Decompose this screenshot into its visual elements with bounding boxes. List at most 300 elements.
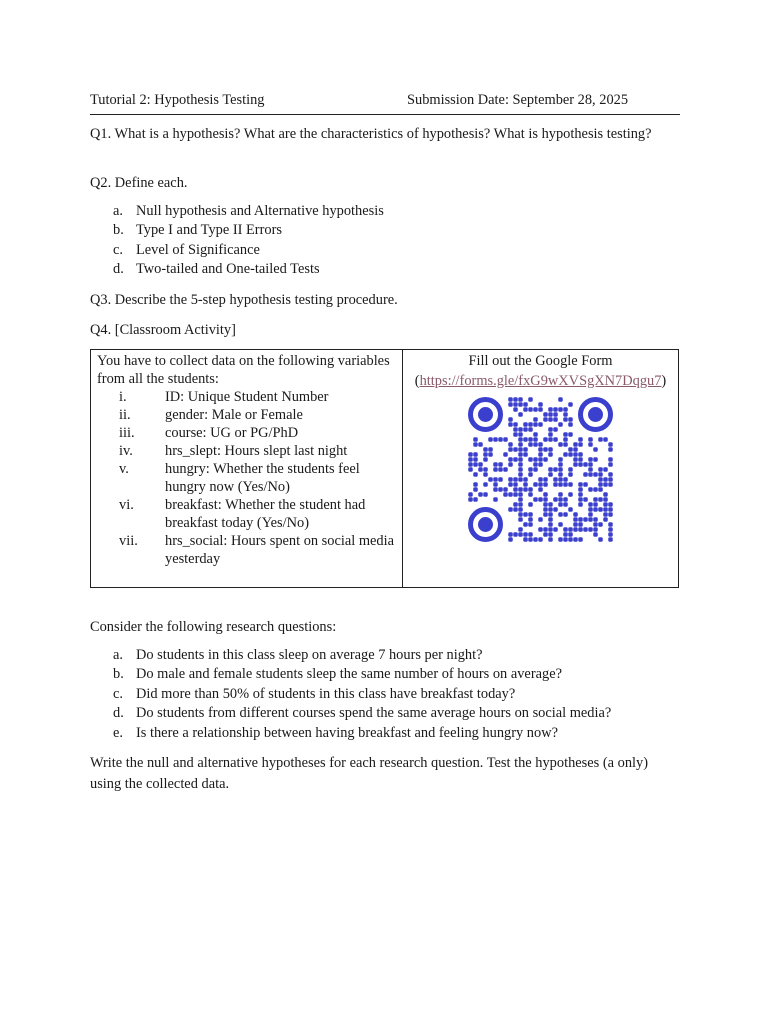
qr-module bbox=[603, 502, 608, 507]
qr-module bbox=[568, 492, 573, 497]
list-item bbox=[90, 241, 680, 260]
qr-module bbox=[573, 517, 578, 522]
qr-module bbox=[573, 447, 578, 452]
qr-module bbox=[518, 447, 523, 452]
list-marker: a. bbox=[113, 203, 123, 219]
qr-module bbox=[573, 527, 578, 532]
qr-module bbox=[578, 492, 583, 497]
qr-module bbox=[528, 487, 533, 492]
qr-module bbox=[508, 422, 513, 427]
qr-module bbox=[493, 467, 498, 472]
qr-module bbox=[568, 532, 573, 537]
qr-module bbox=[493, 477, 498, 482]
qr-module bbox=[478, 462, 483, 467]
qr-module bbox=[468, 457, 473, 462]
qr-module bbox=[498, 477, 503, 482]
question-1: Q1. What is a hypothesis? What are the characteristics of hypothesis? What is hypothesis testing? bbox=[90, 126, 652, 142]
qr-module bbox=[573, 537, 578, 542]
qr-module bbox=[528, 472, 533, 477]
qr-module bbox=[558, 512, 563, 517]
qr-module bbox=[543, 527, 548, 532]
qr-module bbox=[518, 462, 523, 467]
qr-module bbox=[548, 437, 553, 442]
qr-module bbox=[543, 417, 548, 422]
qr-module bbox=[568, 537, 573, 542]
qr-module bbox=[518, 527, 523, 532]
qr-module bbox=[578, 522, 583, 527]
qr-module bbox=[533, 457, 538, 462]
qr-module bbox=[563, 512, 568, 517]
qr-module bbox=[588, 437, 593, 442]
variable-text: hrs_social: Hours spent on social media yesterday bbox=[165, 533, 395, 567]
qr-module bbox=[578, 442, 583, 447]
qr-module bbox=[558, 407, 563, 412]
qr-module bbox=[583, 527, 588, 532]
qr-module bbox=[563, 537, 568, 542]
qr-module bbox=[513, 502, 518, 507]
qr-module bbox=[518, 517, 523, 522]
qr-module bbox=[473, 462, 478, 467]
qr-module bbox=[568, 527, 573, 532]
qr-module bbox=[538, 442, 543, 447]
qr-module bbox=[513, 397, 518, 402]
qr-module bbox=[538, 407, 543, 412]
qr-module bbox=[543, 482, 548, 487]
qr-module bbox=[518, 532, 523, 537]
qr-module bbox=[573, 522, 578, 527]
qr-module bbox=[523, 452, 528, 457]
qr-finder-dot bbox=[478, 407, 493, 422]
qr-module bbox=[538, 477, 543, 482]
qr-module bbox=[533, 462, 538, 467]
qr-module bbox=[558, 397, 563, 402]
qr-module bbox=[568, 482, 573, 487]
qr-module bbox=[538, 402, 543, 407]
qr-module bbox=[493, 497, 498, 502]
qr-module bbox=[543, 532, 548, 537]
qr-module bbox=[578, 502, 583, 507]
qr-module bbox=[593, 457, 598, 462]
activity-table bbox=[90, 349, 679, 588]
qr-module bbox=[593, 507, 598, 512]
qr-module bbox=[483, 492, 488, 497]
qr-module bbox=[498, 437, 503, 442]
qr-module bbox=[513, 507, 518, 512]
qr-module bbox=[563, 412, 568, 417]
qr-module bbox=[508, 417, 513, 422]
qr-module bbox=[573, 457, 578, 462]
qr-module bbox=[518, 512, 523, 517]
qr-module bbox=[518, 397, 523, 402]
qr-module bbox=[563, 497, 568, 502]
qr-module bbox=[548, 447, 553, 452]
question-2-prompt: Q2. Define each. bbox=[90, 175, 188, 191]
qr-module bbox=[538, 452, 543, 457]
qr-module bbox=[513, 487, 518, 492]
variables-list bbox=[91, 388, 402, 568]
qr-module bbox=[578, 457, 583, 462]
qr-module bbox=[568, 472, 573, 477]
qr-module bbox=[553, 467, 558, 472]
qr-module bbox=[468, 467, 473, 472]
qr-module bbox=[523, 477, 528, 482]
qr-module bbox=[508, 492, 513, 497]
qr-module bbox=[518, 507, 523, 512]
list-item bbox=[90, 221, 680, 240]
qr-module bbox=[548, 472, 553, 477]
qr-module bbox=[538, 537, 543, 542]
qr-module bbox=[488, 447, 493, 452]
qr-module bbox=[568, 432, 573, 437]
qr-module bbox=[513, 422, 518, 427]
qr-module bbox=[573, 442, 578, 447]
list-marker: a. bbox=[113, 647, 123, 663]
qr-module bbox=[588, 507, 593, 512]
qr-module bbox=[518, 457, 523, 462]
qr-module bbox=[583, 472, 588, 477]
qr-module bbox=[563, 532, 568, 537]
form-cell bbox=[403, 350, 679, 588]
qr-module bbox=[598, 467, 603, 472]
qr-module bbox=[518, 427, 523, 432]
qr-module bbox=[533, 537, 538, 542]
qr-module bbox=[608, 527, 613, 532]
variable-text: breakfast: Whether the student had breakfast today (Yes/No) bbox=[165, 497, 366, 531]
list-marker: d. bbox=[113, 261, 124, 278]
qr-module bbox=[558, 502, 563, 507]
qr-module bbox=[518, 492, 523, 497]
qr-module bbox=[498, 462, 503, 467]
qr-module bbox=[553, 407, 558, 412]
qr-module bbox=[548, 417, 553, 422]
qr-module bbox=[548, 452, 553, 457]
qr-module bbox=[468, 492, 473, 497]
qr-module bbox=[588, 527, 593, 532]
qr-module bbox=[523, 437, 528, 442]
qr-module bbox=[508, 482, 513, 487]
variable-text: hungry: Whether the students feel hungry now (Yes/No) bbox=[165, 461, 360, 495]
qr-module bbox=[518, 472, 523, 477]
qr-module bbox=[598, 472, 603, 477]
qr-module bbox=[553, 482, 558, 487]
qr-module bbox=[518, 502, 523, 507]
list-item bbox=[90, 646, 680, 665]
list-text: Do students from different courses spend the same average hours on social media? bbox=[136, 705, 612, 722]
qr-module bbox=[548, 522, 553, 527]
qr-module bbox=[593, 497, 598, 502]
qr-module bbox=[568, 402, 573, 407]
qr-module bbox=[518, 432, 523, 437]
question-4-prompt: Q4. [Classroom Activity] bbox=[90, 322, 236, 338]
research-intro: Consider the following research questions: bbox=[90, 619, 337, 635]
qr-module bbox=[483, 457, 488, 462]
list-marker: b. bbox=[113, 666, 124, 683]
qr-module bbox=[553, 437, 558, 442]
qr-module bbox=[553, 477, 558, 482]
qr-module bbox=[553, 527, 558, 532]
list-text: Null hypothesis and Alternative hypothesis bbox=[136, 203, 384, 219]
qr-module bbox=[483, 467, 488, 472]
qr-module bbox=[523, 447, 528, 452]
qr-module bbox=[593, 487, 598, 492]
qr-module bbox=[528, 532, 533, 537]
qr-module bbox=[523, 422, 528, 427]
qr-module bbox=[543, 457, 548, 462]
variable-text: hrs_slept: Hours slept last night bbox=[165, 443, 348, 459]
qr-module bbox=[508, 442, 513, 447]
qr-module bbox=[608, 507, 613, 512]
qr-module bbox=[533, 417, 538, 422]
qr-module bbox=[608, 477, 613, 482]
qr-module bbox=[603, 517, 608, 522]
qr-module bbox=[553, 412, 558, 417]
google-form-link[interactable]: https://forms.gle/fxG9wXVSgXN7Dqgu7 bbox=[419, 373, 662, 389]
qr-module bbox=[533, 407, 538, 412]
qr-module bbox=[528, 517, 533, 522]
list-text: Did more than 50% of students in this class have breakfast today? bbox=[136, 685, 516, 702]
variable-item bbox=[91, 496, 402, 532]
qr-module bbox=[583, 462, 588, 467]
qr-module bbox=[603, 497, 608, 502]
qr-module bbox=[523, 522, 528, 527]
qr-module bbox=[513, 427, 518, 432]
qr-module bbox=[478, 442, 483, 447]
qr-module bbox=[548, 432, 553, 437]
qr-module bbox=[513, 477, 518, 482]
qr-module bbox=[508, 462, 513, 467]
qr-module bbox=[528, 442, 533, 447]
qr-module bbox=[588, 457, 593, 462]
qr-module bbox=[563, 442, 568, 447]
variable-item bbox=[91, 532, 402, 568]
qr-module bbox=[608, 447, 613, 452]
qr-module bbox=[598, 497, 603, 502]
qr-module bbox=[608, 457, 613, 462]
qr-module bbox=[528, 512, 533, 517]
qr-module bbox=[493, 482, 498, 487]
qr-module bbox=[578, 482, 583, 487]
qr-module bbox=[543, 437, 548, 442]
qr-module bbox=[558, 472, 563, 477]
qr-module bbox=[598, 507, 603, 512]
qr-module bbox=[568, 452, 573, 457]
qr-module bbox=[598, 537, 603, 542]
qr-module bbox=[528, 467, 533, 472]
qr-module bbox=[533, 482, 538, 487]
variable-marker: i. bbox=[119, 389, 127, 405]
qr-module bbox=[518, 477, 523, 482]
qr-module bbox=[598, 487, 603, 492]
list-item bbox=[90, 685, 680, 704]
qr-module bbox=[523, 407, 528, 412]
qr-module bbox=[538, 457, 543, 462]
qr-module bbox=[578, 462, 583, 467]
qr-module bbox=[473, 452, 478, 457]
list-item bbox=[90, 202, 680, 221]
qr-module bbox=[508, 477, 513, 482]
qr-module bbox=[528, 397, 533, 402]
qr-module bbox=[608, 472, 613, 477]
qr-module bbox=[548, 512, 553, 517]
qr-module bbox=[518, 437, 523, 442]
variable-text: gender: Male or Female bbox=[165, 407, 303, 423]
qr-module bbox=[508, 397, 513, 402]
qr-module bbox=[468, 497, 473, 502]
qr-module bbox=[518, 452, 523, 457]
qr-module bbox=[483, 452, 488, 457]
qr-module bbox=[508, 447, 513, 452]
qr-module bbox=[553, 417, 558, 422]
qr-module bbox=[548, 502, 553, 507]
qr-module bbox=[538, 482, 543, 487]
qr-module bbox=[588, 462, 593, 467]
qr-module bbox=[568, 417, 573, 422]
qr-module bbox=[518, 402, 523, 407]
qr-module bbox=[473, 437, 478, 442]
qr-module bbox=[578, 527, 583, 532]
question-2-list bbox=[90, 202, 680, 280]
qr-module bbox=[578, 517, 583, 522]
qr-module bbox=[473, 472, 478, 477]
qr-module bbox=[518, 497, 523, 502]
variable-item bbox=[91, 406, 402, 424]
qr-module bbox=[548, 527, 553, 532]
variable-marker: iii. bbox=[119, 425, 135, 441]
qr-module bbox=[518, 487, 523, 492]
qr-module bbox=[578, 497, 583, 502]
qr-module bbox=[508, 402, 513, 407]
qr-module bbox=[538, 497, 543, 502]
qr-module bbox=[593, 517, 598, 522]
qr-module bbox=[583, 482, 588, 487]
qr-module bbox=[523, 532, 528, 537]
qr-module bbox=[503, 452, 508, 457]
qr-module bbox=[608, 462, 613, 467]
qr-module bbox=[583, 517, 588, 522]
qr-module bbox=[533, 497, 538, 502]
qr-module bbox=[533, 437, 538, 442]
list-marker: b. bbox=[113, 222, 124, 239]
qr-module bbox=[548, 517, 553, 522]
qr-module bbox=[563, 477, 568, 482]
qr-module bbox=[598, 437, 603, 442]
variable-marker: ii. bbox=[119, 407, 131, 423]
qr-module bbox=[603, 492, 608, 497]
list-text: Do students in this class sleep on average 7 hours per night? bbox=[136, 647, 483, 663]
qr-module bbox=[558, 522, 563, 527]
qr-module bbox=[593, 532, 598, 537]
list-text: Level of Significance bbox=[136, 241, 260, 258]
qr-module bbox=[573, 452, 578, 457]
qr-module bbox=[533, 442, 538, 447]
qr-module bbox=[548, 537, 553, 542]
qr-module bbox=[538, 447, 543, 452]
qr-module bbox=[528, 422, 533, 427]
qr-module bbox=[513, 532, 518, 537]
qr-module bbox=[558, 537, 563, 542]
qr-module bbox=[508, 507, 513, 512]
qr-module bbox=[568, 422, 573, 427]
qr-module bbox=[528, 437, 533, 442]
qr-module bbox=[473, 457, 478, 462]
qr-module bbox=[548, 412, 553, 417]
qr-module bbox=[468, 452, 473, 457]
qr-module bbox=[488, 452, 493, 457]
qr-module bbox=[528, 457, 533, 462]
qr-module bbox=[543, 447, 548, 452]
qr-code-image[interactable] bbox=[468, 397, 613, 542]
qr-module bbox=[573, 462, 578, 467]
qr-module bbox=[523, 482, 528, 487]
qr-module bbox=[553, 497, 558, 502]
qr-module bbox=[538, 517, 543, 522]
variable-marker: iv. bbox=[119, 443, 133, 459]
submission-date: Submission Date: September 28, 2025 bbox=[407, 92, 629, 108]
qr-module bbox=[503, 437, 508, 442]
closing-instructions: Write the null and alternative hypotheses for each research question. Test the hypotheses (a only) using the collected data. bbox=[90, 755, 648, 792]
list-marker: c. bbox=[113, 685, 123, 702]
qr-module bbox=[558, 442, 563, 447]
qr-module bbox=[533, 432, 538, 437]
qr-module bbox=[603, 467, 608, 472]
qr-finder-dot bbox=[588, 407, 603, 422]
qr-module bbox=[473, 497, 478, 502]
qr-module bbox=[563, 527, 568, 532]
qr-module bbox=[483, 472, 488, 477]
tutorial-title: Tutorial 2: Hypothesis Testing bbox=[90, 92, 265, 108]
qr-module bbox=[563, 502, 568, 507]
qr-module bbox=[603, 477, 608, 482]
qr-module bbox=[563, 417, 568, 422]
qr-module bbox=[493, 487, 498, 492]
qr-module bbox=[478, 467, 483, 472]
qr-module bbox=[523, 512, 528, 517]
qr-module bbox=[563, 437, 568, 442]
qr-module bbox=[493, 437, 498, 442]
qr-module bbox=[548, 507, 553, 512]
form-instruction: Fill out the Google Form bbox=[468, 353, 613, 369]
qr-module bbox=[563, 452, 568, 457]
variable-marker: vii. bbox=[119, 533, 138, 549]
qr-module bbox=[503, 467, 508, 472]
list-text: Is there a relationship between having breakfast and feeling hungry now? bbox=[136, 724, 558, 741]
qr-module bbox=[528, 522, 533, 527]
qr-module bbox=[608, 442, 613, 447]
qr-module bbox=[493, 462, 498, 467]
qr-module bbox=[588, 517, 593, 522]
qr-module bbox=[538, 462, 543, 467]
qr-module bbox=[578, 452, 583, 457]
qr-module bbox=[608, 537, 613, 542]
qr-module bbox=[568, 467, 573, 472]
qr-module bbox=[593, 527, 598, 532]
qr-module bbox=[508, 532, 513, 537]
qr-module bbox=[563, 482, 568, 487]
qr-module bbox=[543, 412, 548, 417]
qr-module bbox=[488, 437, 493, 442]
qr-module bbox=[543, 477, 548, 482]
paren-close: ) bbox=[661, 373, 667, 389]
qr-module bbox=[518, 442, 523, 447]
qr-module bbox=[473, 482, 478, 487]
qr-module bbox=[528, 427, 533, 432]
variables-cell bbox=[91, 350, 403, 588]
qr-module bbox=[593, 502, 598, 507]
list-text: Do male and female students sleep the same number of hours on average? bbox=[136, 666, 562, 683]
qr-module bbox=[558, 497, 563, 502]
qr-module bbox=[473, 487, 478, 492]
qr-module bbox=[538, 487, 543, 492]
